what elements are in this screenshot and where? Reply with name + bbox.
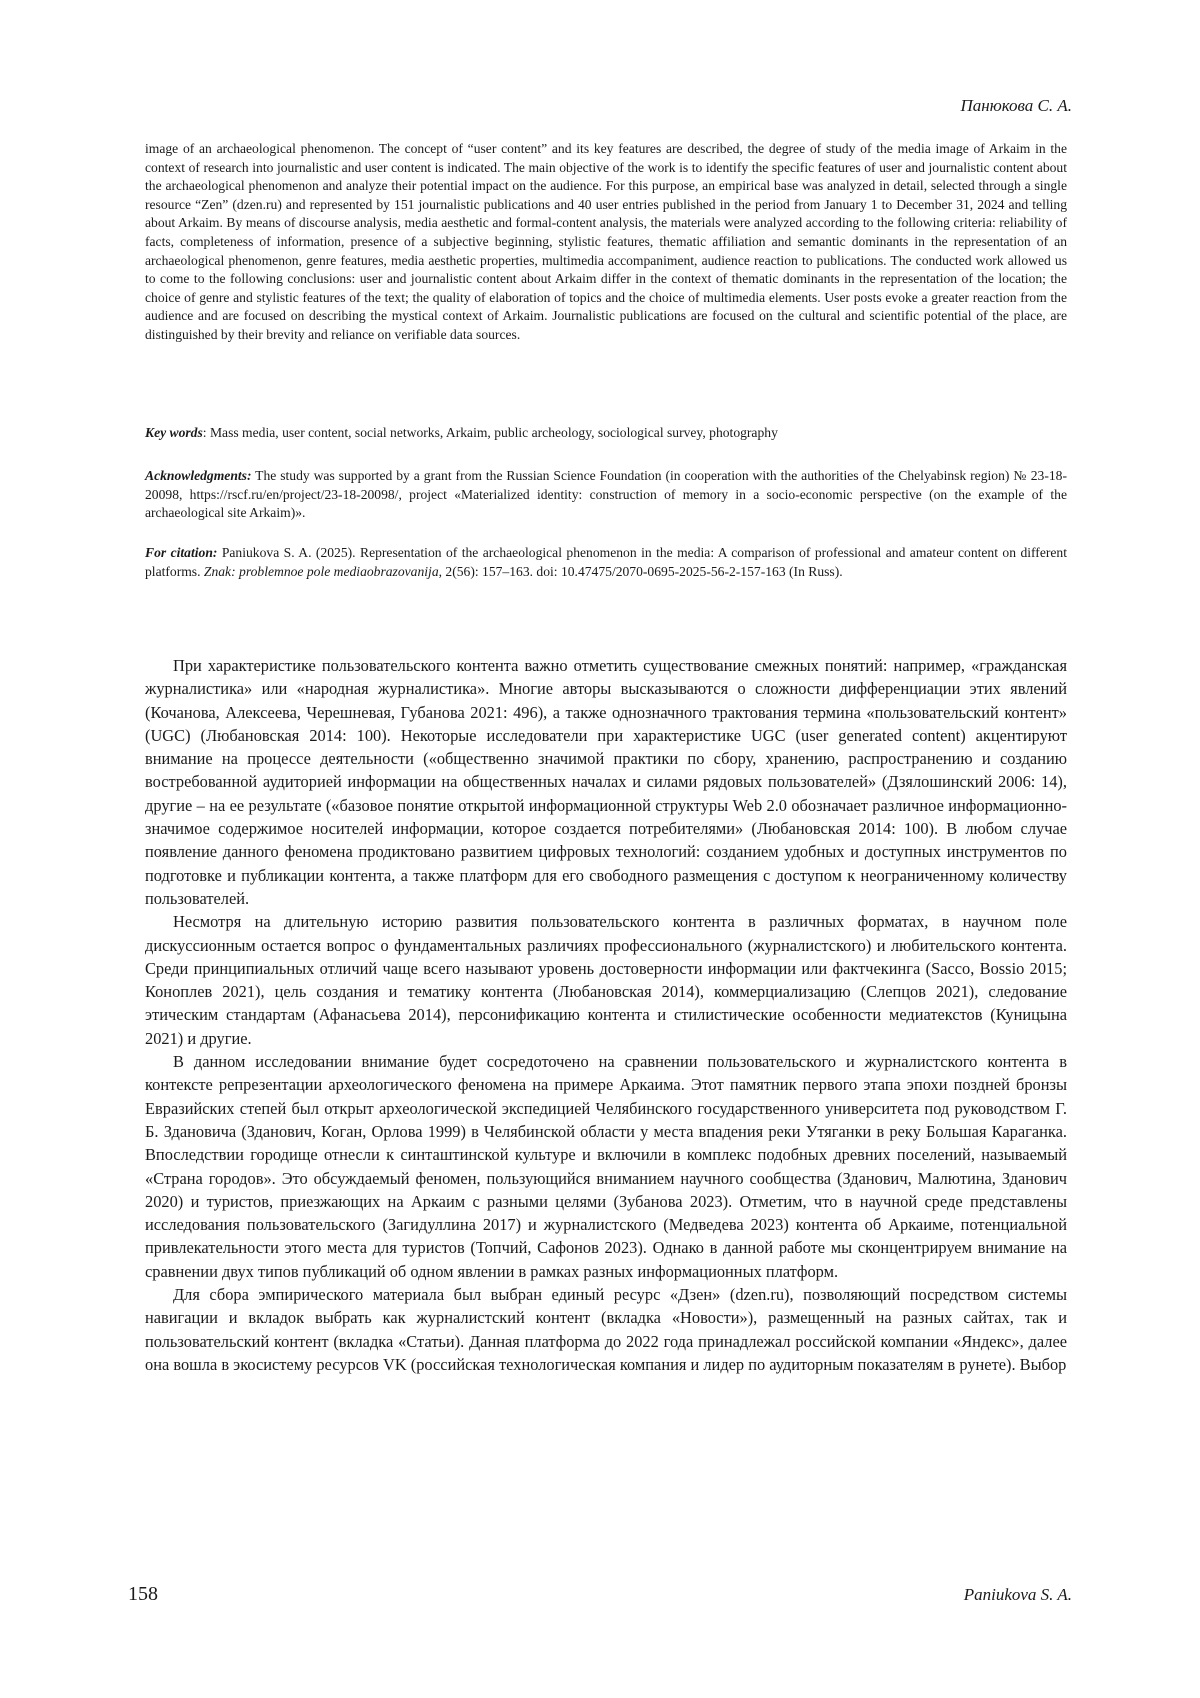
abstract [145,140,1067,345]
body-paragraph: Несмотря на длительную историю развития пользовательского контента в различных форматах, в научном поле дискуссионным остается вопрос о фундаментальных различиях профессионального (журналистского) и любительского контента. Среди принципиальных отличий чаще всего называют уровень достоверности информации или фактчекинга (Sacco, Bossio 2015; Коноплев 2021), цель создания и тематику контента (Любановская 2014), коммерциализацию (Слепцов 2021), следование этическим стандартам (Афанасьева 2014), персонификацию контента и стилистические особенности медиатекстов (Куницына 2021) и другие. [145,912,1067,1048]
citation-label: For citation: [145,545,218,560]
citation-journal: Znak: problemnoe pole mediaobrazovanija [203,563,439,579]
citation-text-end: , 2(56): 157–163. doi: 10.47475/2070-0695-2025-56-2-157-163 (In Russ). [438,563,843,579]
body-paragraph: Для сбора эмпирического материала был выбран единый ресурс «Дзен» (dzen.ru), позволяющий посредством системы навигации и вкладок выбрать как журналистский контент (вкладка «Новости»), размещенный на разных сайтах, так и пользовательский контент (вкладка «Статьи). Данная платформа до 2022 года принадлежал российской компании «Яндекс», далее она вошла в экосистему ресурсов VK (российская технологическая компания и лидер по аудиторным показателям в рунете). Выбор [145,1285,1067,1374]
page-number: 158 [128,1583,158,1605]
keywords-text: : Mass media, user content, social networks, Arkaim, public archeology, sociological survey, photography [202,425,778,440]
keywords-label: Key words [145,425,203,440]
acknowledgments [145,467,1067,523]
abstract-text: image of an archaeological phenomenon. The concept of “user content” and its key features are described, the degree of study of the media image of Arkaim in the context of research into journalistic and user content is indicated. The main objective of the work is to identify the specific features of user and journalistic content about the archaeological phenomenon and analyze their potential impact on the audience. For this purpose, an empirical base was analyzed in detail, selected through a single resource “Zen” (dzen.ru) and represented by 151 journalistic publications and 40 user entries published in the period from January 1 to December 31, 2024 and telling about Arkaim. By means of discourse analysis, media aesthetic and formal-content analysis, the materials were analyzed according to the following criteria: reliability of facts, completeness of information, presence of a subjective beginning, stylistic features, thematic affiliation and semantic dominants in the representation of an archaeological phenomenon, genre features, media aesthetic properties, multimedia accompaniment, audience reaction to publications. The conducted work allowed us to come to the following conclusions: user and journalistic content about Arkaim differ in the context of thematic dominants in the representation of the location; the choice of genre and stylistic features of the text; the quality of elaboration of topics and the choice of multimedia elements. User posts evoke a greater reaction from the audience and are focused on describing the mystical context of Arkaim. Journalistic publications are focused on the cultural and scientific potential of the place, are distinguished by their brevity and reliance on verifiable data sources. [145,141,1067,342]
citation-text: Paniukova S. A. (2025). Representation of the archaeological phenomenon in the media: A comparison of professional and amateur content on different platforms. [145,545,1068,579]
body-paragraph: В данном исследовании внимание будет сосредоточено на сравнении пользовательского и журналистского контента в контексте репрезентации археологического феномена на примере Аркаима. Этот памятник первого этапа эпохи поздней бронзы Евразийских степей был открыт археологической экспедицией Челябинского государственного университета под руководством Г. Б. Здановича (Зданович, Коган, Орлова 1999) в Челябинской области у места впадения реки Утяганки в реку Большая Караганка. Впоследствии городище отнесли к синташтинской культуре и включили в комплекс подобных древних поселений, называемый «Страна городов». Это обсуждаемый феномен, пользующийся вниманием научного сообщества (Зданович, Малютина, Зданович 2020) и туристов, приезжающих на Аркаим с разными целями (Зубанова 2023). Отметим, что в научной среде представлены исследования пользовательского (Загидуллина 2017) и журналистского (Медведева 2023) контента об Аркаиме, потенциальной привлекательности этого места для туристов (Топчий, Сафонов 2023). Однако в данной работе мы сконцентрируем внимание на сравнении двух типов публикаций об одном явлении в рамках разных информационных платформ. [145,1052,1067,1281]
acknowledgments-text: The study was supported by a grant from the Russian Science Foundation (in cooperation with the authorities of the Chelyabinsk region) № 23-18-20098, https://rscf.ru/en/project/23-18-20098/, project «Materialized identity: construction of memory in a socio-economic perspective (on the example of the archaeological site Arkaim)». [145,468,1067,521]
running-head: Панюкова С. А. [960,96,1072,115]
body-text [145,654,1067,1376]
body-paragraph: При характеристике пользовательского контента важно отметить существование смежных понятий: например, «гражданская журналистика» или «народная журналистика». Многие авторы высказываются о сложности дифференциации этих явлений (Кочанова, Алексеева, Черешневая, Губанова 2021: 496), а также однозначного трактования термина «пользовательский контент» (UGC) (Любановская 2014: 100). Некоторые исследователи при характеристике UGC (user generated content) акцентируют внимание на процессе деятельности («общественно значимой практики по сбору, хранению, распространению и созданию востребованной аудиторией информации на общественных началах и силами рядовых пользователей» (Дзялошинский 2006: 14), другие – на ее результате («базовое понятие открытой информационной структуры Web 2.0 обозначает различное информационно-значимое содержимое носителей информации, которое создается потребителями» (Любановская 2014: 100). В любом случае появление данного феномена продиктовано развитием цифровых технологий: созданием удобных и доступных инструментов по подготовке и публикации контента, а также платформ для его свободного размещения с доступом к неограниченному количеству пользователей. [145,656,1067,908]
keywords [145,424,1067,443]
acknowledgments-label: Acknowledgments: [145,468,252,483]
citation [145,544,1067,581]
footer-author: Paniukova S. A. [963,1585,1072,1604]
